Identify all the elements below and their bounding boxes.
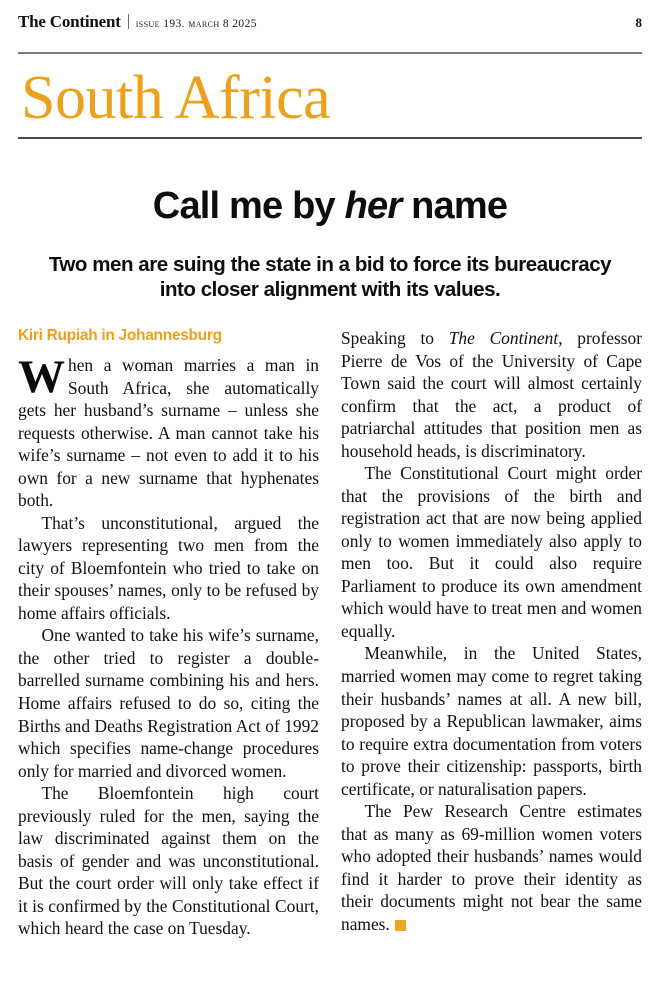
article-byline: Kiri Rupiah in Johannesburg [18, 327, 222, 345]
paragraph: The Constitutional Court might order that the provisions of the birth and registration act that are now being applied only to women immediately also apply to men too. But it could also require Parliament to produce its own amendment which would have to treat men and women equally. [341, 463, 642, 641]
headline-text-start: Call me by [152, 184, 345, 227]
paragraph: One wanted to take his wife’s surname, the other tried to register a double-barrelled surname combining his and hers. Home affairs refused to do so, citing the Births and Deaths Registration Act of 1992 which specifies name-change procedures only for married and divorced women. [18, 625, 319, 781]
page-number: 8 [635, 15, 642, 30]
masthead-divider [128, 14, 129, 29]
publication-title: The Continent [18, 12, 121, 31]
paragraph: When a woman marries a man in South Africa, she automatically gets her husband’s surname – unless she requests otherwise. A man cannot take his wife’s surname – not even to add it to his own for a new surname that hyphenates both. [18, 351, 319, 511]
headline-emphasis: her [344, 184, 402, 227]
article-standfirst: Two men are suing the state in a bid to force its bureaucracy into closer alignment with its values. [48, 253, 612, 302]
paragraph-text: The Pew Research Centre estimates that as many as 69-million women voters who adopted their husbands’ names would find it harder to prove their identity as their documents might not bear the same names. [341, 801, 642, 934]
left-column [18, 327, 319, 940]
masthead-brand-group [18, 12, 257, 32]
publication-mention: The Continent [448, 328, 559, 349]
paragraph: The Bloemfontein high court previously ruled for the men, saying the law discriminated against them on the basis of gender and was unconstitutional. But the court order will only take effect if it is confirmed by the Constitutional Court, which heard the case on Tuesday. [18, 783, 319, 939]
paragraph: That’s unconstitutional, argued the lawyers representing two men from the city of Bloemfontein who tried to take on their spouses’ names, only to be refused by home affairs officials. [18, 512, 319, 623]
paragraph-text-start: Speaking to [341, 328, 449, 349]
right-column [341, 327, 642, 940]
headline-text-end: name [401, 184, 508, 227]
article-headline [28, 184, 632, 227]
end-mark-icon [395, 920, 406, 931]
headline-block [18, 139, 642, 302]
issue-date-label: issue 193. march 8 2025 [135, 18, 257, 30]
masthead [18, 0, 642, 42]
paragraph [341, 327, 642, 462]
article-columns [18, 327, 642, 940]
paragraph: Meanwhile, in the United States, married women may come to regret taking their husbands’ names at all. A new bill, proposed by a Republican lawmaker, aims to require extra documentation from voters to prove their citizenship: passports, birth certificate, or naturalisation papers. [341, 643, 642, 799]
paragraph-text-end: , professor Pierre de Vos of the University of Cape Town said the court will almost certainly confirm that the act, a product of patriarchal attitudes that position men as household heads, is discriminatory. [341, 328, 642, 461]
section-title: South Africa [21, 64, 331, 132]
paragraph [341, 800, 642, 935]
